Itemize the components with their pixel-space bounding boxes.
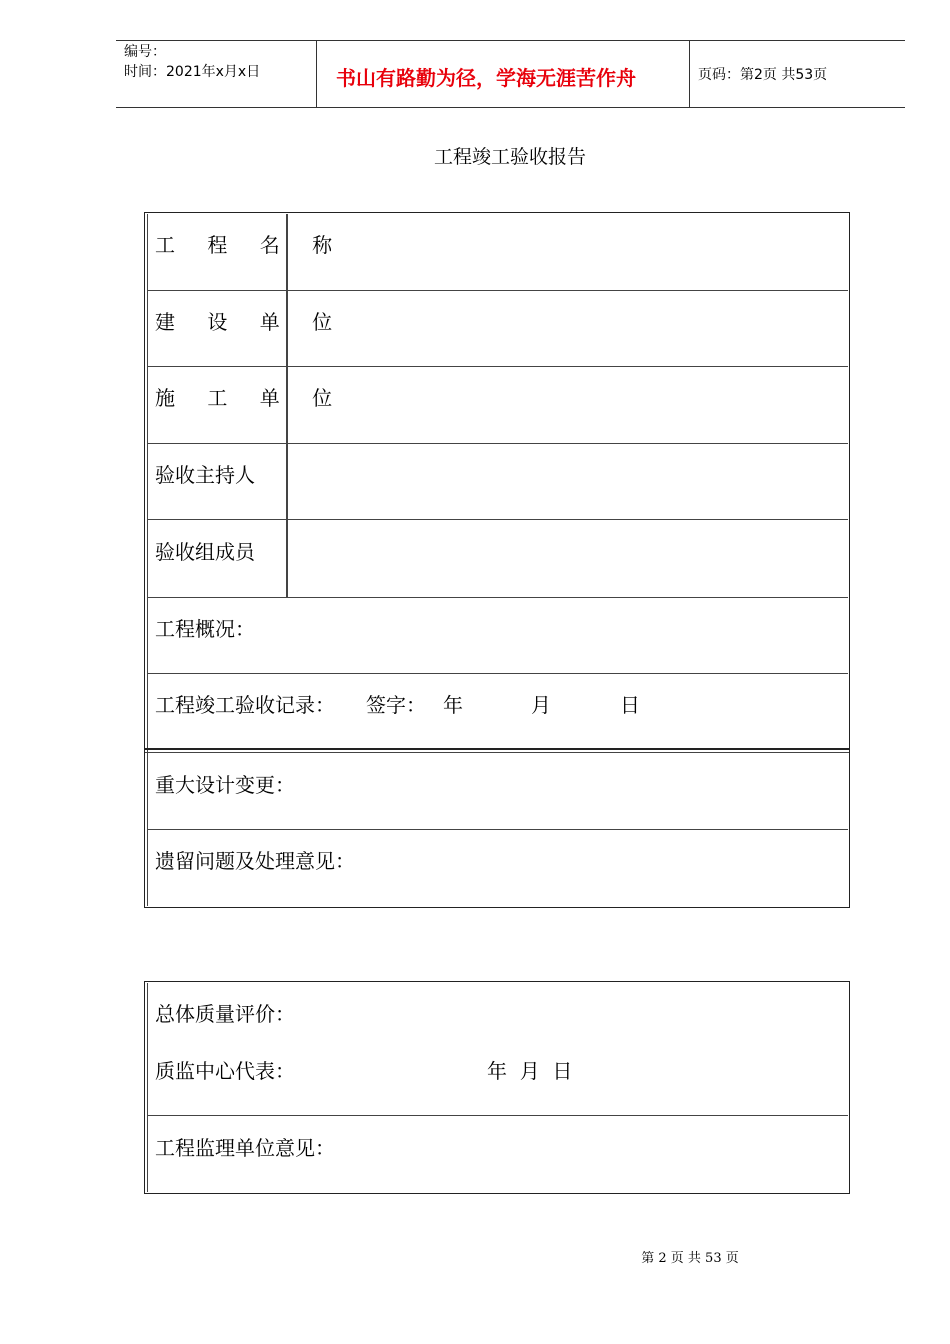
acceptance-record-label: 工程竣工验收记录： bbox=[155, 693, 335, 717]
table-inner-border bbox=[147, 214, 148, 906]
row-divider bbox=[147, 1115, 848, 1116]
day-label: 日 bbox=[620, 693, 640, 717]
signature-label: 签字： bbox=[366, 693, 426, 717]
table-inner-border bbox=[147, 983, 148, 1192]
header-bottom-rule bbox=[116, 107, 905, 108]
project-overview-label: 工程概况： bbox=[155, 617, 255, 641]
document-title: 工程竣工验收报告 bbox=[433, 146, 586, 168]
year-label: 年 bbox=[443, 693, 463, 717]
acceptance-members-label: 验收组成员 bbox=[155, 540, 255, 564]
row-divider bbox=[147, 597, 848, 598]
date-label: 年 月 日 bbox=[487, 1059, 573, 1083]
header-divider bbox=[316, 40, 317, 108]
row-divider bbox=[147, 366, 848, 367]
header-motto: 书山有路勤为径，学海无涯苦作舟 bbox=[336, 66, 636, 90]
row-divider bbox=[147, 290, 848, 291]
supervision-opinion-label: 工程监理单位意见： bbox=[155, 1136, 335, 1160]
row-divider bbox=[145, 752, 849, 753]
row-divider-heavy bbox=[145, 748, 849, 750]
overall-quality-label: 总体质量评价： bbox=[155, 1002, 295, 1026]
doc-time-label: 时间：2021年x月x日 bbox=[124, 64, 261, 80]
builder-label: 建 设 单 位 bbox=[155, 310, 346, 334]
month-label: 月 bbox=[531, 693, 551, 717]
row-divider bbox=[147, 519, 848, 520]
design-change-label: 重大设计变更： bbox=[155, 773, 295, 797]
header-top-rule bbox=[116, 40, 905, 41]
contractor-label: 施 工 单 位 bbox=[155, 386, 346, 410]
row-divider bbox=[147, 443, 848, 444]
row-divider bbox=[147, 673, 848, 674]
project-name-label: 工 程 名 称 bbox=[155, 233, 346, 257]
acceptance-host-label: 验收主持人 bbox=[155, 463, 255, 487]
quality-center-rep-label: 质监中心代表： bbox=[155, 1059, 295, 1083]
header-divider bbox=[689, 40, 690, 108]
page-info: 页码：第2页 共53页 bbox=[698, 67, 828, 83]
row-divider bbox=[147, 829, 848, 830]
doc-number-label: 编号： bbox=[124, 44, 166, 60]
remaining-issues-label: 遗留问题及处理意见： bbox=[155, 849, 355, 873]
page-footer: 第 2 页 共 53 页 bbox=[641, 1251, 739, 1266]
